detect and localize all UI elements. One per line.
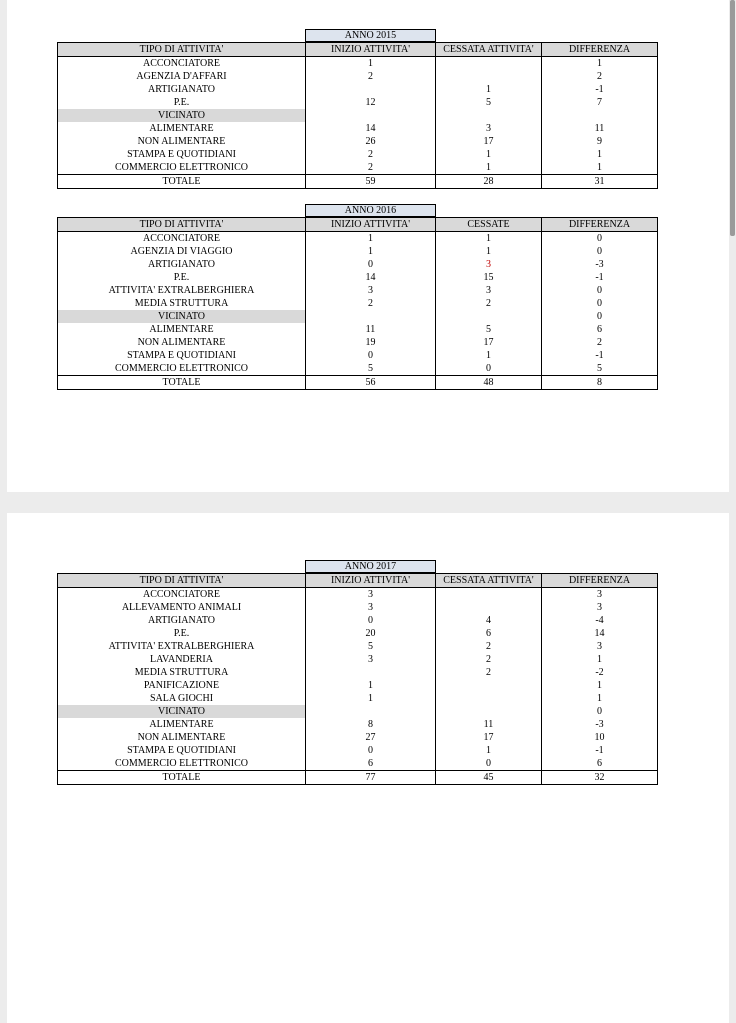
table-cell: 5 xyxy=(306,640,436,653)
row-label: NON ALIMENTARE xyxy=(58,336,306,349)
row-label: MEDIA STRUTTURA xyxy=(58,297,306,310)
row-label: ATTIVITA' EXTRALBERGHIERA xyxy=(58,284,306,297)
row-label: LAVANDERIA xyxy=(58,653,306,666)
table-cell: 0 xyxy=(542,245,658,258)
table-cell: 3 xyxy=(306,284,436,297)
table-cell: 2 xyxy=(542,70,658,83)
table-row xyxy=(58,718,658,731)
row-label: STAMPA E QUOTIDIANI xyxy=(58,148,306,161)
table-row xyxy=(58,627,658,640)
table-cell: 32 xyxy=(542,771,658,785)
table-cell: 5 xyxy=(436,96,542,109)
table-cell xyxy=(542,109,658,122)
table-cell xyxy=(306,109,436,122)
column-header: DIFFERENZA xyxy=(542,43,658,57)
table-row xyxy=(58,323,658,336)
table-cell: 1 xyxy=(306,232,436,246)
table-row xyxy=(58,757,658,771)
table-cell xyxy=(436,692,542,705)
row-label: ALLEVAMENTO ANIMALI xyxy=(58,601,306,614)
table-cell: 6 xyxy=(542,757,658,771)
column-header: DIFFERENZA xyxy=(542,218,658,232)
table-cell xyxy=(436,705,542,718)
row-label: ARTIGIANATO xyxy=(58,258,306,271)
row-label: TOTALE xyxy=(58,771,306,785)
table-cell: 1 xyxy=(542,161,658,175)
table-cell: 8 xyxy=(306,718,436,731)
table-cell: 2 xyxy=(436,297,542,310)
table-row xyxy=(58,245,658,258)
table-cell: 17 xyxy=(436,336,542,349)
table-cell xyxy=(436,109,542,122)
row-label: PANIFICAZIONE xyxy=(58,679,306,692)
table-row xyxy=(58,284,658,297)
table-cell: 1 xyxy=(436,349,542,362)
table-cell: 3 xyxy=(306,601,436,614)
row-label: COMMERCIO ELETTRONICO xyxy=(58,362,306,376)
table-cell: 2 xyxy=(306,70,436,83)
column-header: CESSATE xyxy=(436,218,542,232)
table-cell: 5 xyxy=(436,323,542,336)
table-cell: 3 xyxy=(436,122,542,135)
table-cell: 1 xyxy=(542,653,658,666)
table-cell xyxy=(436,601,542,614)
table-cell: -4 xyxy=(542,614,658,627)
row-label: P.E. xyxy=(58,271,306,284)
table-cell: 11 xyxy=(306,323,436,336)
year-label-2017: ANNO 2017 xyxy=(305,560,436,573)
table-row xyxy=(58,70,658,83)
table-cell: 1 xyxy=(542,692,658,705)
row-label: ALIMENTARE xyxy=(58,323,306,336)
table-row xyxy=(58,771,658,785)
row-label: ACCONCIATORE xyxy=(58,232,306,246)
table-row xyxy=(58,349,658,362)
table-row xyxy=(58,148,658,161)
table-cell: 1 xyxy=(306,692,436,705)
table-cell: -1 xyxy=(542,349,658,362)
column-header: INIZIO ATTIVITA' xyxy=(306,574,436,588)
table-row xyxy=(58,310,658,323)
table-cell: 2 xyxy=(436,640,542,653)
row-label: VICINATO xyxy=(58,109,306,122)
column-header: INIZIO ATTIVITA' xyxy=(306,43,436,57)
table-row xyxy=(58,135,658,148)
table-row xyxy=(58,258,658,271)
column-header: CESSATA ATTIVITA' xyxy=(436,574,542,588)
table-cell: 0 xyxy=(542,297,658,310)
table-cell: 5 xyxy=(306,362,436,376)
table-cell xyxy=(436,588,542,602)
table-row xyxy=(58,271,658,284)
table-cell: 10 xyxy=(542,731,658,744)
table-cell: 45 xyxy=(436,771,542,785)
table-cell: 0 xyxy=(436,757,542,771)
table-cell: 28 xyxy=(436,175,542,189)
table-cell xyxy=(436,679,542,692)
row-label: MEDIA STRUTTURA xyxy=(58,666,306,679)
document-page-2 xyxy=(7,513,729,1023)
table-cell xyxy=(436,57,542,71)
table-row xyxy=(58,601,658,614)
table-cell: 8 xyxy=(542,376,658,390)
row-label: AGENZIA DI VIAGGIO xyxy=(58,245,306,258)
table-cell: 0 xyxy=(542,284,658,297)
table-row xyxy=(58,744,658,757)
row-label: STAMPA E QUOTIDIANI xyxy=(58,349,306,362)
table-cell: 0 xyxy=(306,744,436,757)
table-cell xyxy=(306,83,436,96)
table-cell: 19 xyxy=(306,336,436,349)
table-cell: 1 xyxy=(542,679,658,692)
table-cell: 0 xyxy=(542,705,658,718)
table-cell: 17 xyxy=(436,135,542,148)
table-cell: 7 xyxy=(542,96,658,109)
column-header: TIPO DI ATTIVITA' xyxy=(58,43,306,57)
table-row xyxy=(58,336,658,349)
column-header: TIPO DI ATTIVITA' xyxy=(58,574,306,588)
table-cell xyxy=(436,310,542,323)
row-label: NON ALIMENTARE xyxy=(58,135,306,148)
table-cell: 1 xyxy=(542,57,658,71)
table-row xyxy=(58,122,658,135)
row-label: VICINATO xyxy=(58,705,306,718)
table-cell: 1 xyxy=(436,744,542,757)
table-row xyxy=(58,109,658,122)
table-row xyxy=(58,588,658,602)
table-cell: 4 xyxy=(436,614,542,627)
table-cell: -1 xyxy=(542,271,658,284)
table-row xyxy=(58,614,658,627)
table-row xyxy=(58,362,658,376)
table-cell: -1 xyxy=(542,744,658,757)
row-label: NON ALIMENTARE xyxy=(58,731,306,744)
table-cell: 3 xyxy=(306,653,436,666)
table-cell: 3 xyxy=(436,284,542,297)
row-label: TOTALE xyxy=(58,376,306,390)
scrollbar[interactable] xyxy=(730,0,735,236)
table-cell: 26 xyxy=(306,135,436,148)
table-row xyxy=(58,161,658,175)
table-cell: 1 xyxy=(306,245,436,258)
row-label: ACCONCIATORE xyxy=(58,57,306,71)
table-cell: 6 xyxy=(542,323,658,336)
column-header: CESSATA ATTIVITA' xyxy=(436,43,542,57)
table-cell: -3 xyxy=(542,718,658,731)
table-cell: 11 xyxy=(542,122,658,135)
table-cell: 3 xyxy=(542,588,658,602)
table-row xyxy=(58,297,658,310)
table-cell xyxy=(306,666,436,679)
row-label: ACCONCIATORE xyxy=(58,588,306,602)
table-header-row xyxy=(58,43,658,57)
table-cell: 20 xyxy=(306,627,436,640)
table-cell: 14 xyxy=(306,122,436,135)
row-label: ATTIVITA' EXTRALBERGHIERA xyxy=(58,640,306,653)
row-label: ALIMENTARE xyxy=(58,122,306,135)
document-page-1 xyxy=(7,0,729,492)
table-cell xyxy=(436,70,542,83)
table-row xyxy=(58,679,658,692)
table-cell: 3 xyxy=(436,258,542,271)
row-label: P.E. xyxy=(58,627,306,640)
table-cell: 0 xyxy=(306,349,436,362)
table-cell: 2 xyxy=(436,666,542,679)
table-cell: 1 xyxy=(436,83,542,96)
table-cell: -2 xyxy=(542,666,658,679)
table-cell: 1 xyxy=(542,148,658,161)
row-label: ARTIGIANATO xyxy=(58,83,306,96)
table-row xyxy=(58,666,658,679)
table-cell: 11 xyxy=(436,718,542,731)
table-cell: 2 xyxy=(306,148,436,161)
table-cell: 48 xyxy=(436,376,542,390)
table-cell: 2 xyxy=(436,653,542,666)
row-label: VICINATO xyxy=(58,310,306,323)
table-cell: 15 xyxy=(436,271,542,284)
table-cell: 14 xyxy=(542,627,658,640)
table-cell: 3 xyxy=(542,601,658,614)
table-row xyxy=(58,640,658,653)
table-row xyxy=(58,96,658,109)
table-cell: 2 xyxy=(306,161,436,175)
table-row xyxy=(58,232,658,246)
table-row xyxy=(58,376,658,390)
row-label: ARTIGIANATO xyxy=(58,614,306,627)
table-row xyxy=(58,175,658,189)
row-label: COMMERCIO ELETTRONICO xyxy=(58,757,306,771)
table-cell: 6 xyxy=(436,627,542,640)
table-cell: 17 xyxy=(436,731,542,744)
table-cell: 2 xyxy=(306,297,436,310)
table-cell: -1 xyxy=(542,83,658,96)
table-cell: 1 xyxy=(306,679,436,692)
table-cell: 3 xyxy=(306,588,436,602)
table-cell: 59 xyxy=(306,175,436,189)
row-label: P.E. xyxy=(58,96,306,109)
row-label: STAMPA E QUOTIDIANI xyxy=(58,744,306,757)
table-header-row xyxy=(58,574,658,588)
year-label-2015: ANNO 2015 xyxy=(305,29,436,42)
table-row xyxy=(58,83,658,96)
table-cell: 0 xyxy=(542,232,658,246)
table-cell: 14 xyxy=(306,271,436,284)
table-cell: 1 xyxy=(436,245,542,258)
table-cell: 3 xyxy=(542,640,658,653)
table-cell xyxy=(306,310,436,323)
table-cell: -3 xyxy=(542,258,658,271)
activity-table-2016 xyxy=(57,217,658,390)
activity-table-2017 xyxy=(57,573,658,785)
table-cell: 1 xyxy=(436,232,542,246)
column-header: INIZIO ATTIVITA' xyxy=(306,218,436,232)
table-row xyxy=(58,57,658,71)
table-cell: 1 xyxy=(306,57,436,71)
table-cell: 1 xyxy=(436,161,542,175)
year-label-2016: ANNO 2016 xyxy=(305,204,436,217)
table-row xyxy=(58,731,658,744)
table-cell: 0 xyxy=(542,310,658,323)
table-cell: 31 xyxy=(542,175,658,189)
table-cell: 9 xyxy=(542,135,658,148)
row-label: TOTALE xyxy=(58,175,306,189)
table-cell: 5 xyxy=(542,362,658,376)
table-header-row xyxy=(58,218,658,232)
table-cell: 56 xyxy=(306,376,436,390)
row-label: ALIMENTARE xyxy=(58,718,306,731)
row-label: COMMERCIO ELETTRONICO xyxy=(58,161,306,175)
table-cell xyxy=(306,705,436,718)
table-cell: 0 xyxy=(306,614,436,627)
activity-table-2015 xyxy=(57,42,658,189)
table-cell: 6 xyxy=(306,757,436,771)
table-row xyxy=(58,705,658,718)
column-header: DIFFERENZA xyxy=(542,574,658,588)
table-cell: 12 xyxy=(306,96,436,109)
table-cell: 77 xyxy=(306,771,436,785)
table-cell: 0 xyxy=(306,258,436,271)
table-row xyxy=(58,653,658,666)
table-cell: 2 xyxy=(542,336,658,349)
table-cell: 1 xyxy=(436,148,542,161)
table-cell: 27 xyxy=(306,731,436,744)
table-row xyxy=(58,692,658,705)
row-label: SALA GIOCHI xyxy=(58,692,306,705)
table-cell: 0 xyxy=(436,362,542,376)
row-label: AGENZIA D'AFFARI xyxy=(58,70,306,83)
column-header: TIPO DI ATTIVITA' xyxy=(58,218,306,232)
